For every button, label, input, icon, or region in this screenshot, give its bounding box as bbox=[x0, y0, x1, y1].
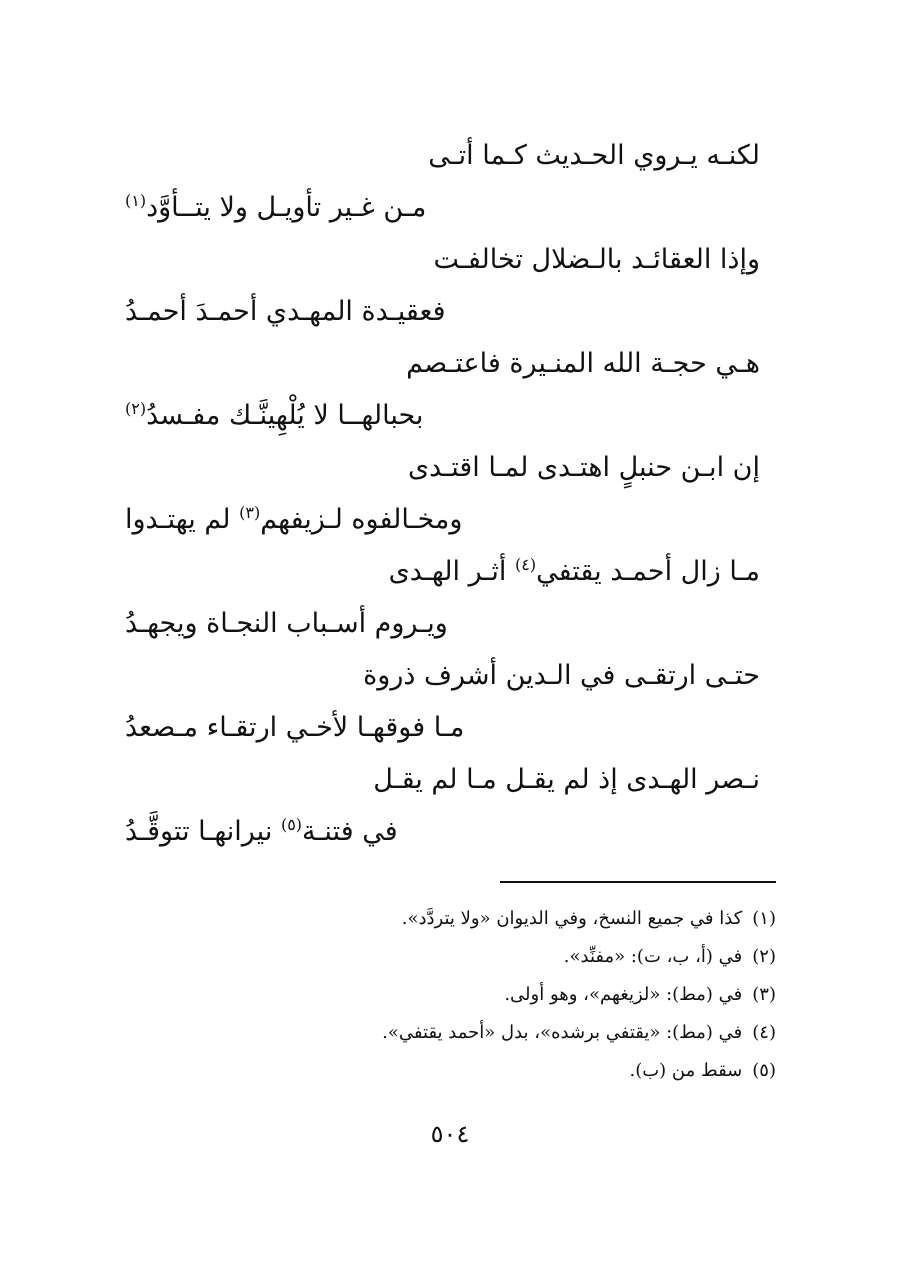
footnote-item bbox=[120, 976, 776, 1014]
poem bbox=[125, 130, 760, 858]
verse-text: مـا زال أحمـد يقتفي bbox=[536, 556, 760, 587]
verse-line bbox=[125, 494, 760, 546]
verse-text: مـن غـير تأويـل ولا يتــأوَّد bbox=[146, 192, 427, 223]
footnote-text: في (مط): «يقتفي برشده»، بدل «أحمد يقتفي». bbox=[382, 1022, 743, 1043]
verse-text: وإذا العقائـد بالـضلال تخالفـت bbox=[433, 244, 760, 275]
footnote-text: في (أ، ب، ت): «مفنِّد». bbox=[563, 946, 743, 967]
verse-text: أثـر الهـدى bbox=[388, 556, 516, 587]
footnote-ref[interactable]: (١) bbox=[125, 191, 147, 210]
footnote-ref[interactable]: (٥) bbox=[280, 815, 303, 834]
verse-line bbox=[125, 286, 760, 338]
verse-line bbox=[125, 234, 760, 286]
verse-text: إن ابـن حنبلٍ اهتـدى لمـا اقتـدى bbox=[407, 452, 760, 483]
verse-line bbox=[125, 182, 760, 234]
footnote-ref[interactable]: (٤) bbox=[515, 555, 537, 574]
footnote-number: (٤) bbox=[752, 1022, 776, 1043]
verse-line bbox=[125, 130, 760, 182]
footnote-number: (٢) bbox=[752, 946, 776, 967]
footnote-divider bbox=[500, 881, 776, 883]
verse-line bbox=[125, 390, 760, 442]
footnotes bbox=[120, 900, 776, 1090]
verse-line bbox=[125, 806, 760, 858]
verse-line bbox=[125, 754, 760, 806]
verse-line bbox=[125, 598, 760, 650]
verse-text: بحبالهــا لا يُلْهِينَّـك مفـسدُ bbox=[146, 400, 424, 431]
footnote-ref[interactable]: (٣) bbox=[239, 503, 261, 522]
verse-text: في فتنـة bbox=[302, 816, 398, 847]
footnote-text: سقط من (ب). bbox=[629, 1060, 743, 1081]
verse-line bbox=[125, 338, 760, 390]
footnote-item bbox=[120, 938, 776, 976]
verse-line bbox=[125, 650, 760, 702]
verse-text: نيرانهـا تتوقَّـدُ bbox=[125, 816, 281, 847]
verse-text: ومخـالفوه لـزيفهم bbox=[260, 504, 463, 535]
verse-line bbox=[125, 546, 760, 598]
footnote-number: (٥) bbox=[752, 1060, 776, 1081]
verse-text: ويـروم أسـباب النجـاة ويجهـدُ bbox=[125, 608, 448, 639]
footnote-text: كذا في جميع النسخ، وفي الديوان «ولا يتردَّد». bbox=[401, 908, 743, 929]
footnote-text: في (مط): «لزيغهم»، وهو أولى. bbox=[504, 984, 743, 1005]
verse-line bbox=[125, 702, 760, 754]
footnote-item bbox=[120, 1052, 776, 1090]
verse-text: هـي حجـة الله المنـيرة فاعتـصم bbox=[406, 348, 760, 379]
footnote-item bbox=[120, 1014, 776, 1052]
page-number: ٥٠٤ bbox=[430, 1120, 470, 1148]
verse-text: حتـى ارتقـى في الـدين أشرف ذروة bbox=[363, 660, 760, 691]
verse-line bbox=[125, 442, 760, 494]
verse-text: مـا فوقهـا لأخـي ارتقـاء مـصعدُ bbox=[125, 712, 465, 743]
footnote-item bbox=[120, 900, 776, 938]
footnote-number: (١) bbox=[752, 908, 776, 929]
verse-text: لكنـه يـروي الحـديث كـما أتـى bbox=[428, 140, 760, 171]
verse-text: فعقيـدة المهـدي أحمـدَ أحمـدُ bbox=[125, 296, 446, 327]
footnote-ref[interactable]: (٢) bbox=[125, 399, 147, 418]
footnote-number: (٣) bbox=[752, 984, 776, 1005]
verse-text: لم يهتـدوا bbox=[125, 504, 240, 535]
verse-text: نـصر الهـدى إذ لم يقـل مـا لم يقـل bbox=[373, 764, 760, 795]
